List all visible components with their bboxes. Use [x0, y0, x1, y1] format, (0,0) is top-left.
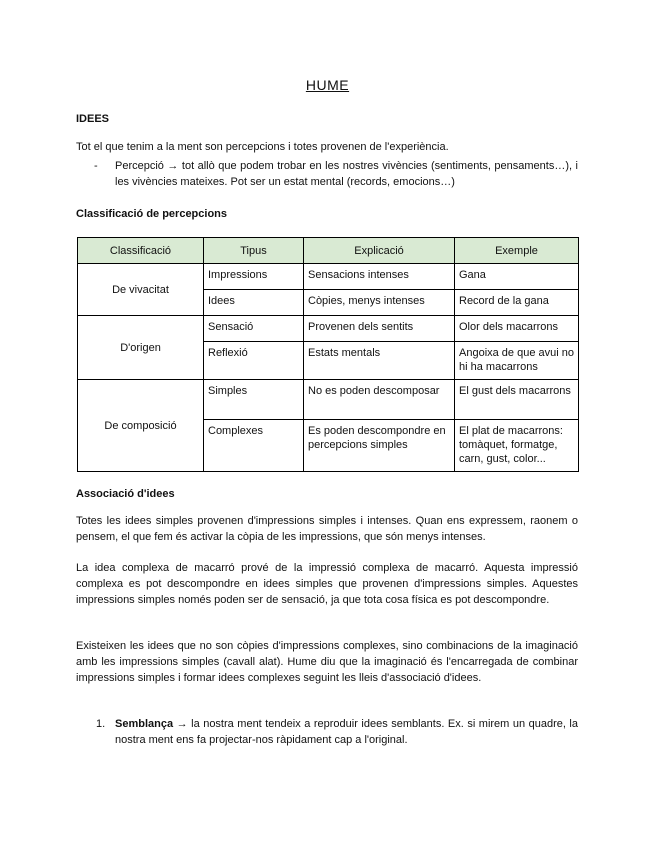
table-cell: El gust dels macarrons	[455, 380, 579, 420]
group-cell: De vivacitat	[78, 264, 204, 316]
table-row	[78, 316, 579, 342]
table-cell: Còpies, menys intenses	[304, 290, 455, 316]
table-cell: Simples	[204, 380, 304, 420]
table-cell: Estats mentals	[304, 342, 455, 380]
table-cell: Reflexió	[204, 342, 304, 380]
table-header-row	[78, 238, 579, 264]
column-header: Exemple	[455, 238, 579, 264]
percepcio-list-item	[76, 158, 578, 190]
table-cell: Complexes	[204, 420, 304, 472]
paragraph: Totes les idees simples provenen d'impressions simples i intenses. Quan ens expressem, raonem o pensem, el que fem és activar la còpia de les impressions, que són menys intenses.	[76, 515, 578, 543]
table-cell: No es poden descomposar	[304, 380, 455, 420]
table-cell: Sensació	[204, 316, 304, 342]
table-cell: Provenen dels sentits	[304, 316, 455, 342]
table-cell: Es poden descompondre en percepcions simples	[304, 420, 455, 472]
column-header: Classificació	[78, 238, 204, 264]
column-header: Explicació	[304, 238, 455, 264]
semblanca-list-item	[76, 716, 578, 748]
paragraph: La idea complexa de macarró prové de la impressió complexa de macarró. Aquesta impressió complexa es pot descompondre en idees simples que provenen d'impressions simples. Aquestes impressions simples només poden ser de sensació, ja que tota cosa física es pot descompondre.	[76, 562, 578, 606]
table-row	[78, 380, 579, 420]
column-header: Tipus	[204, 238, 304, 264]
group-cell: D'origen	[78, 316, 204, 380]
list-item-text	[115, 716, 578, 748]
table-row	[78, 264, 579, 290]
classification-table	[77, 237, 579, 472]
table-cell: Idees	[204, 290, 304, 316]
table-cell: Sensacions intenses	[304, 264, 455, 290]
paragraph: Existeixen les idees que no son còpies d'impressions complexes, sino combinacions de la imaginació amb les impressions simples (cavall alat). Hume diu que la imaginació és l'encarregada de combinar impressions simples i formar idees complexes seguint les lleis d'associació d'idees.	[76, 640, 578, 684]
section-heading-classificacio: Classificació de percepcions	[76, 208, 228, 220]
term-bold: Semblança	[115, 718, 174, 730]
dash-bullet: -	[94, 160, 98, 172]
table-cell: Angoixa de que avui no hi ha macarrons	[455, 342, 579, 380]
table-cell: Olor dels macarrons	[455, 316, 579, 342]
term-description: → la nostra ment tendeix a reproduir idees semblants. Ex. si mirem un quadre, la nostra ment ens fa projectar-nos ràpidament cap a l'original.	[115, 718, 578, 746]
section-heading-idees: IDEES	[76, 113, 110, 125]
section-heading-associacio: Associació d'idees	[76, 488, 175, 500]
table-cell: Impressions	[204, 264, 304, 290]
intro-paragraph: Tot el que tenim a la ment son percepcions i totes provenen de l'experiència.	[76, 141, 449, 153]
group-cell: De composició	[78, 380, 204, 472]
table-cell: Record de la gana	[455, 290, 579, 316]
list-item-text: Percepció → tot allò que podem trobar en les nostres vivències (sentiments, pensaments…), i les vivències mateixes. Pot ser un estat mental (records, emocions…)	[115, 160, 578, 188]
page-title: HUME	[305, 77, 350, 93]
table-cell: El plat de macarrons: tomàquet, formatge, carn, gust, color...	[455, 420, 579, 472]
list-number: 1.	[96, 718, 106, 730]
table-cell: Gana	[455, 264, 579, 290]
